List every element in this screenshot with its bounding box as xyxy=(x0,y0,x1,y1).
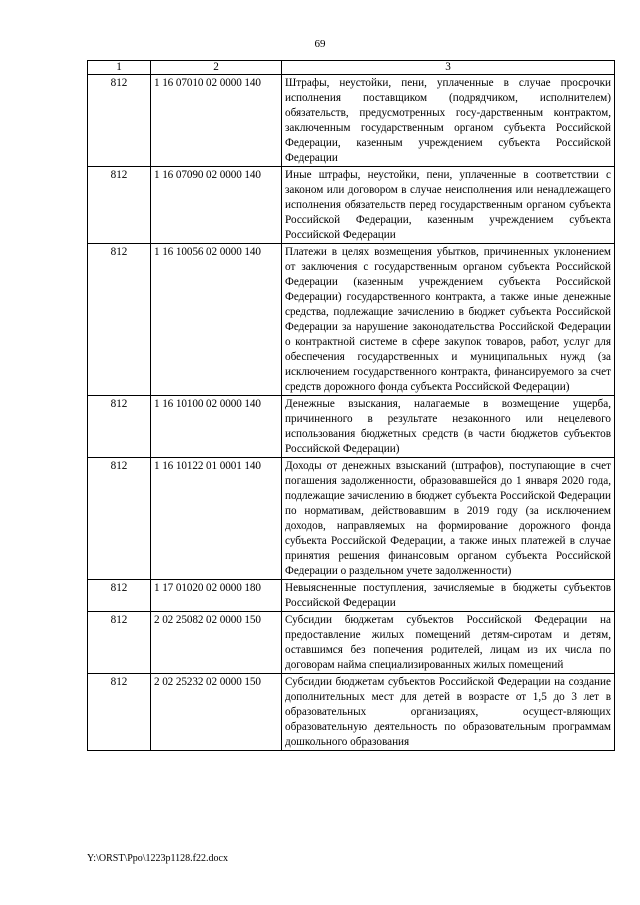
admin-code-cell: 812 xyxy=(88,612,151,674)
description-cell: Иные штрафы, неустойки, пени, уплаченные в соответствии с законом или договором в случае неисполнения или ненадлежащего исполнения обязательств перед государственным органом субъекта Российской Федерации, казенным учреждением субъекта Российской Федерации xyxy=(282,167,615,244)
page-number: 69 xyxy=(314,38,326,50)
document-file-path: Y:\ORST\Ppo\1223p1128.f22.docx xyxy=(87,853,228,864)
budget-code-cell: 1 16 07090 02 0000 140 xyxy=(151,167,282,244)
admin-code-cell: 812 xyxy=(88,75,151,167)
budget-code-cell: 1 16 07010 02 0000 140 xyxy=(151,75,282,167)
table-row xyxy=(88,167,615,244)
budget-code-cell: 2 02 25082 02 0000 150 xyxy=(151,612,282,674)
description-cell: Платежи в целях возмещения убытков, причиненных уклонением от заключения с государственным органом субъекта Российской Федерации (казенным учреждением субъекта Российской Федерации) государственного контракта, а также иные денежные средства, подлежащие зачислению в бюджет субъекта Российской Федерации за нарушение законодательства Российской Федерации о контрактной системе в сфере закупок товаров, работ, услуг для обеспечения государственных и муниципальных нужд (за исключением государственного контракта, финансируемого за счет средств дорожного фонда субъекта Российской Федерации) xyxy=(282,244,615,396)
admin-code-cell: 812 xyxy=(88,458,151,580)
column-header-1: 1 xyxy=(88,61,151,75)
description-cell: Штрафы, неустойки, пени, уплаченные в случае просрочки исполнения поставщиком (подрядчиком, исполнителем) обязательств, предусмотренных госу-дарственным контрактом, заключенным государственным органом субъекта Российской Федерации, казенным учреждением субъекта Российской Федерации xyxy=(282,75,615,167)
description-cell: Субсидии бюджетам субъектов Российской Федерации на создание дополнительных мест для детей в возрасте от 1,5 до 3 лет в образовательных организациях, осущест-вляющих образовательную деятельность по образовательным программам дошкольного образования xyxy=(282,674,615,751)
admin-code-cell: 812 xyxy=(88,580,151,612)
column-header-2: 2 xyxy=(151,61,282,75)
budget-code-cell: 2 02 25232 02 0000 150 xyxy=(151,674,282,751)
admin-code-cell: 812 xyxy=(88,167,151,244)
description-cell: Субсидии бюджетам субъектов Российской Федерации на предоставление жилых помещений детям-сиротам и детям, оставшимся без попечения родителей, лицам из их числа по договорам найма специализированных жилых помещений xyxy=(282,612,615,674)
column-header-3: 3 xyxy=(282,61,615,75)
table-row xyxy=(88,674,615,751)
table-row xyxy=(88,75,615,167)
budget-code-cell: 1 17 01020 02 0000 180 xyxy=(151,580,282,612)
table-header-row xyxy=(88,61,615,75)
admin-code-cell: 812 xyxy=(88,674,151,751)
description-cell: Денежные взыскания, налагаемые в возмещение ущерба, причиненного в результате незаконного или нецелевого использования бюджетных средств (в части бюджетов субъектов Российской Федерации) xyxy=(282,396,615,458)
table-row xyxy=(88,396,615,458)
budget-code-cell: 1 16 10056 02 0000 140 xyxy=(151,244,282,396)
table-row xyxy=(88,580,615,612)
table-row xyxy=(88,458,615,580)
description-cell: Невыясненные поступления, зачисляемые в бюджеты субъектов Российской Федерации xyxy=(282,580,615,612)
description-cell: Доходы от денежных взысканий (штрафов), поступающие в счет погашения задолженности, образовавшейся до 1 января 2020 года, подлежащие зачислению в бюджет субъекта Российской Федерации по нормативам, действовавшим в 2019 году (за исключением доходов, направляемых на формирование дорожного фонда субъекта Российской Федерации, а также иных платежей в случае принятия решения финансовым органом субъекта Российской Федерации о раздельном учете задолженности) xyxy=(282,458,615,580)
table-row xyxy=(88,244,615,396)
budget-code-cell: 1 16 10122 01 0001 140 xyxy=(151,458,282,580)
table-row xyxy=(88,612,615,674)
budget-code-cell: 1 16 10100 02 0000 140 xyxy=(151,396,282,458)
budget-classification-table xyxy=(87,60,615,751)
admin-code-cell: 812 xyxy=(88,244,151,396)
admin-code-cell: 812 xyxy=(88,396,151,458)
